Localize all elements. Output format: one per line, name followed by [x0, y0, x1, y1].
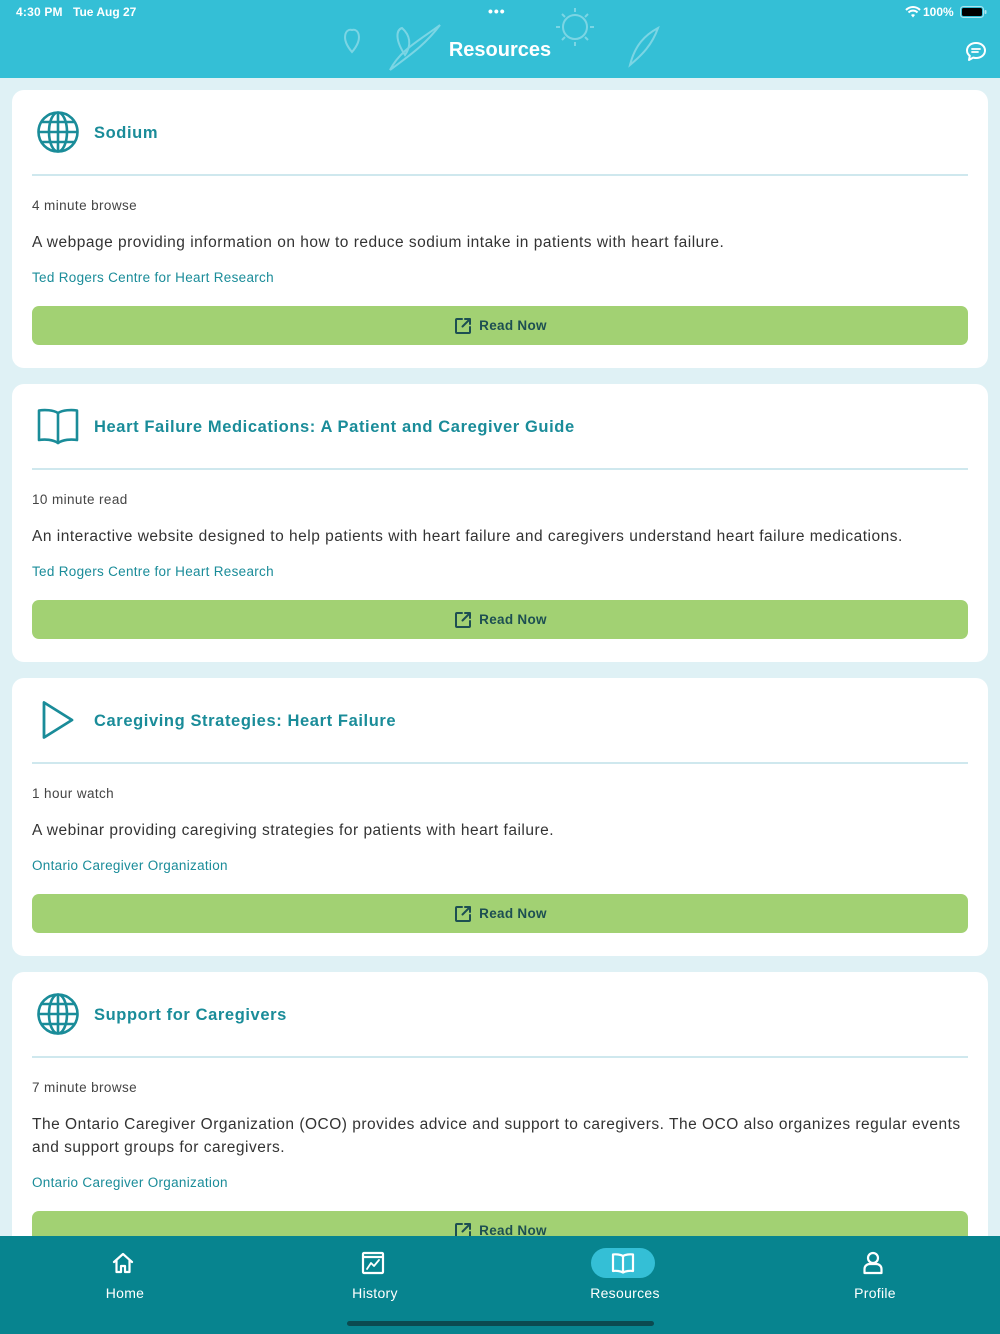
external-link-icon — [453, 316, 473, 336]
read-now-label: Read Now — [479, 1223, 547, 1236]
tab-profile[interactable] — [750, 1236, 1000, 1316]
resource-duration: 4 minute browse — [32, 198, 138, 213]
tab-bar — [0, 1236, 1000, 1334]
page-title: Resources — [448, 39, 552, 61]
status-date: Tue Aug 27 — [73, 5, 137, 19]
read-now-label: Read Now — [479, 318, 547, 333]
read-now-button[interactable] — [32, 306, 968, 345]
app-header — [0, 0, 1000, 78]
read-now-label: Read Now — [479, 612, 547, 627]
resource-duration: 10 minute read — [32, 492, 128, 507]
book-icon — [610, 1250, 636, 1276]
resource-title: Caregiving Strategies: Heart Failure — [94, 712, 397, 730]
divider — [32, 174, 968, 176]
tab-icon-container — [841, 1248, 905, 1278]
resource-duration: 7 minute browse — [32, 1080, 138, 1095]
resource-duration: 1 hour watch — [32, 786, 115, 801]
divider — [32, 1056, 968, 1058]
home-indicator[interactable] — [347, 1321, 654, 1326]
resources-list[interactable] — [0, 78, 1000, 1236]
resource-source-link[interactable]: Ontario Caregiver Organization — [32, 858, 228, 873]
read-now-label: Read Now — [479, 906, 547, 921]
status-time: 4:30 PM — [16, 5, 63, 19]
resource-source-link[interactable]: Ted Rogers Centre for Heart Research — [32, 270, 274, 285]
tab-history[interactable] — [250, 1236, 500, 1316]
resource-card — [12, 90, 988, 368]
globe-icon — [34, 990, 82, 1038]
tab-icon-container — [91, 1248, 155, 1278]
external-link-icon — [453, 1221, 473, 1237]
tab-icon-container — [341, 1248, 405, 1278]
multitasking-dots[interactable]: ••• — [488, 3, 506, 19]
globe-icon — [34, 108, 82, 156]
play-icon — [34, 696, 82, 744]
resource-title: Sodium — [94, 124, 159, 142]
resource-description: A webpage providing information on how to reduce sodium intake in patients with heart failure. — [32, 234, 725, 251]
status-bar — [0, 0, 1000, 24]
tab-label: History — [352, 1285, 398, 1301]
divider — [32, 762, 968, 764]
read-now-button[interactable] — [32, 600, 968, 639]
chart-icon — [360, 1250, 386, 1276]
external-link-icon — [453, 904, 473, 924]
resource-title: Support for Caregivers — [94, 1006, 287, 1024]
chat-icon[interactable] — [964, 40, 988, 64]
resource-source-link[interactable]: Ontario Caregiver Organization — [32, 1175, 228, 1190]
resource-title: Heart Failure Medications: A Patient and Caregiver Guide — [94, 418, 575, 436]
wifi-icon — [905, 5, 921, 19]
read-now-button[interactable] — [32, 1211, 968, 1236]
tab-label: Profile — [854, 1285, 896, 1301]
read-now-button[interactable] — [32, 894, 968, 933]
battery-icon — [960, 6, 987, 18]
tab-label: Resources — [590, 1285, 660, 1301]
resource-card — [12, 678, 988, 956]
resource-description: An interactive website designed to help patients with heart failure and caregivers understand heart failure medications. — [32, 528, 903, 545]
resource-description: A webinar providing caregiving strategies for patients with heart failure. — [32, 822, 555, 839]
resource-description: The Ontario Caregiver Organization (OCO) provides advice and support to caregivers. The OCO also organizes regular events and support groups for caregivers. — [32, 1116, 961, 1156]
resource-source-link[interactable]: Ted Rogers Centre for Heart Research — [32, 564, 274, 579]
tab-icon-container — [591, 1248, 655, 1278]
external-link-icon — [453, 610, 473, 630]
resource-card — [12, 972, 988, 1236]
person-icon — [860, 1250, 886, 1276]
home-icon — [110, 1250, 136, 1276]
tab-resources[interactable] — [500, 1236, 750, 1316]
book-icon — [34, 402, 82, 450]
divider — [32, 468, 968, 470]
battery-percentage: 100% — [923, 5, 954, 19]
resource-card — [12, 384, 988, 662]
tab-home[interactable] — [0, 1236, 250, 1316]
tab-label: Home — [105, 1285, 145, 1301]
